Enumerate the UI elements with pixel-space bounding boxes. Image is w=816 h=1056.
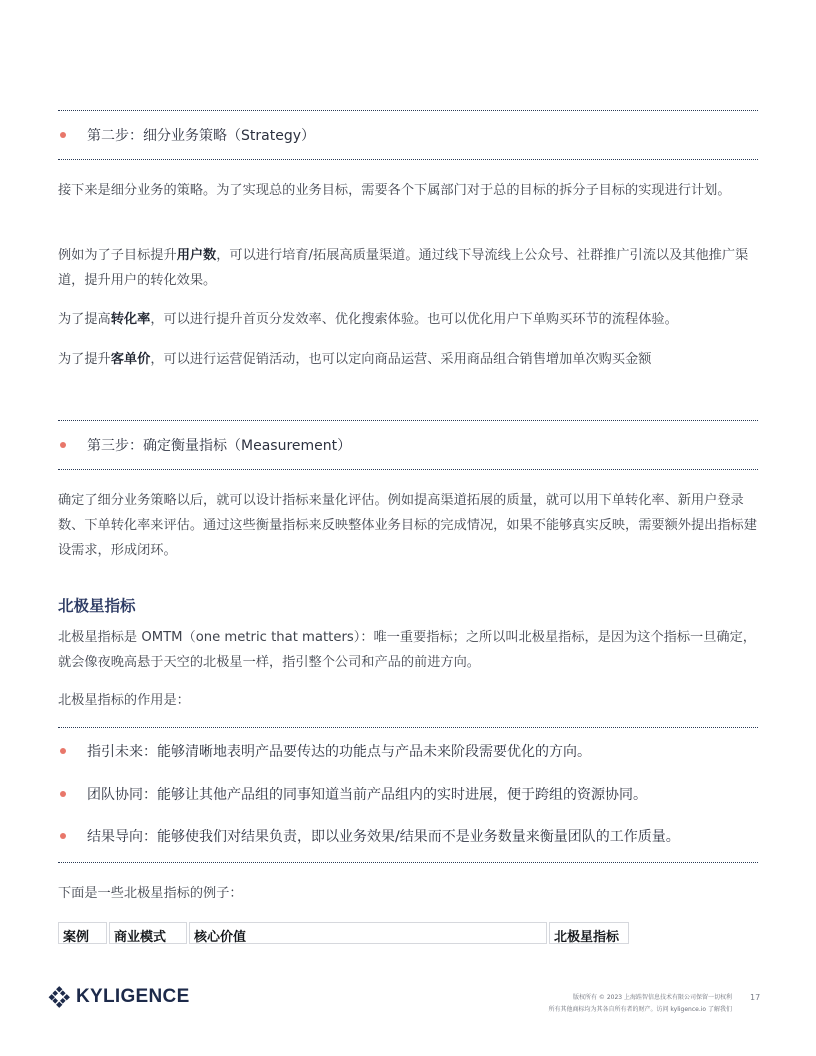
- list-item: [58, 783, 758, 805]
- text: 为了提升: [58, 352, 111, 367]
- text: ，可以进行运营促销活动，也可以定向商品运营、采用商品组合销售增加单次购买金额: [150, 352, 652, 367]
- logo-mark-icon: [48, 986, 70, 1008]
- list-item-text: 结果导向：能够使我们对结果负责，即以业务效果/结果而不是业务数量来衡量团队的工作质量。: [87, 829, 680, 845]
- divider: [58, 862, 758, 863]
- table-header-cell: 核心价值: [189, 922, 547, 944]
- page-number: 17: [750, 993, 761, 1002]
- logo-text: KYLIGENCE: [76, 986, 190, 1007]
- divider: [58, 110, 758, 111]
- divider: [58, 727, 758, 728]
- examples-table-header: [58, 922, 631, 944]
- text: 例如为了子目标提升: [58, 248, 177, 263]
- bold-text: 转化率: [110, 312, 151, 327]
- section-title: 北极星指标: [58, 597, 136, 615]
- bullet-icon: [60, 442, 66, 448]
- step2-heading: [58, 124, 758, 146]
- footer-legal: [549, 992, 733, 1016]
- paragraph: 下面是一些北极星指标的例子：: [58, 886, 243, 901]
- text: ，可以进行培育/拓展高质量渠道。通过线下导流线上公众号、社群推广引流以及其他推广渠道，提升用户的转化效果。: [58, 248, 749, 288]
- paragraph: [58, 243, 760, 293]
- text: ，可以进行提升首页分发效率、优化搜索体验。也可以优化用户下单购买环节的流程体验。: [150, 312, 678, 327]
- table-header-cell: 案例: [58, 922, 107, 944]
- list-item-text: 指引未来：能够清晰地表明产品要传达的功能点与产品未来阶段需要优化的方向。: [87, 744, 591, 760]
- list-item-text: 团队协同：能够让其他产品组的同事知道当前产品组内的实时进展，便于跨组的资源协同。: [87, 787, 647, 803]
- divider: [58, 420, 758, 421]
- bold-text: 用户数: [176, 248, 217, 263]
- step2-label: 第二步：细分业务策略（Strategy）: [87, 128, 315, 144]
- list-item: [58, 740, 758, 762]
- divider: [58, 159, 758, 160]
- step3-heading: [58, 434, 758, 456]
- text: 为了提高: [58, 312, 111, 327]
- paragraph: [58, 347, 760, 372]
- paragraph: 北极星指标的作用是：: [58, 693, 190, 708]
- bold-text: 客单价: [110, 352, 151, 367]
- paragraph: [58, 307, 760, 332]
- divider: [58, 469, 758, 470]
- bullet-icon: [60, 833, 66, 839]
- kyligence-logo: [48, 985, 190, 1009]
- step3-label: 第三步：确定衡量指标（Measurement）: [87, 438, 352, 454]
- table-header-cell: 北极星指标: [549, 922, 629, 944]
- paragraph: 北极星指标是 OMTM（one metric that matters）：唯一重要指标；之所以叫北极星指标，是因为这个指标一旦确定，就会像夜晚高悬于天空的北极星一样，指引整个公司和产品的前进方向。: [58, 630, 756, 670]
- bullet-icon: [60, 748, 66, 754]
- table-header-cell: 商业模式: [109, 922, 187, 944]
- bullet-icon: [60, 132, 66, 138]
- bullet-icon: [60, 791, 66, 797]
- legal-line: 版权所有 © 2023 上海跬智信息技术有限公司保留一切权利: [573, 994, 732, 1001]
- list-item: [58, 825, 758, 847]
- paragraph: 确定了细分业务策略以后，就可以设计指标来量化评估。例如提高渠道拓展的质量，就可以用下单转化率、新用户登录数、下单转化率来评估。通过这些衡量指标来反映整体业务目标的完成情况，如果不能够真实反映，需要额外提出指标建设需求，形成闭环。: [58, 493, 757, 558]
- legal-line: 所有其他商标均为其各自所有者的财产。访问 kyligence.io 了解我们: [548, 1006, 732, 1013]
- paragraph: 接下来是细分业务的策略。为了实现总的业务目标，需要各个下属部门对于总的目标的拆分子目标的实现进行计划。: [58, 183, 731, 198]
